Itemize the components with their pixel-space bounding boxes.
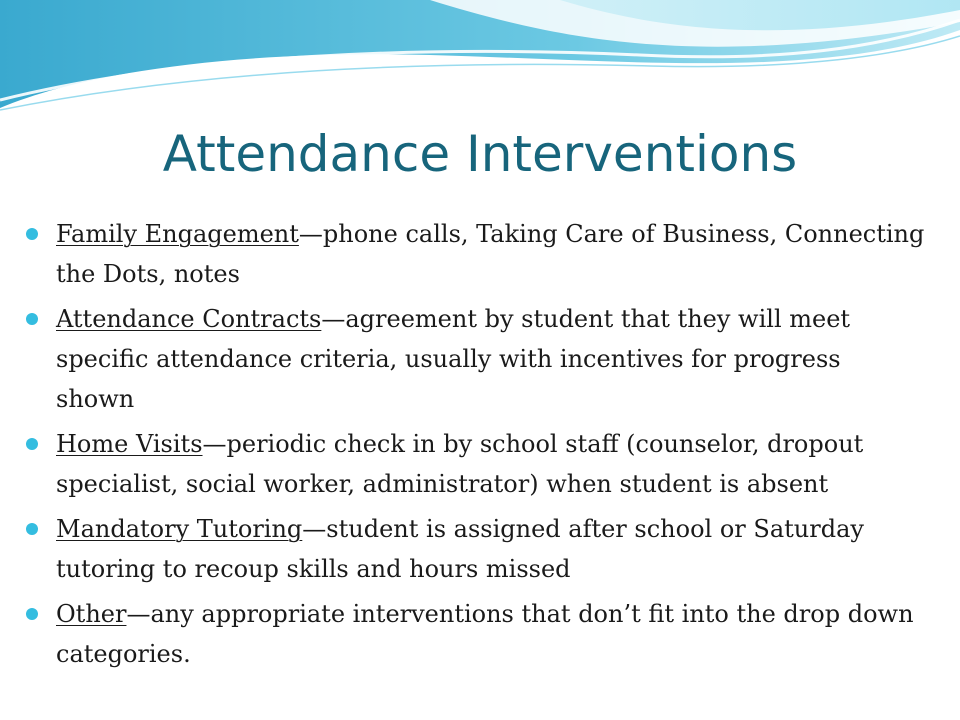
header-wave-decoration — [0, 0, 960, 120]
bullet-term: Mandatory Tutoring — [56, 515, 303, 543]
bullet-dot-icon — [26, 523, 38, 535]
bullet-term: Other — [56, 600, 127, 628]
bullet-item — [56, 424, 926, 504]
slide-title: Attendance Interventions — [162, 125, 798, 183]
bullet-text: —student is assigned after school or Saturday tutoring to recoup skills and hours missed — [56, 515, 864, 583]
bullet-text: —any appropriate interventions that don’t fit into the drop down categories. — [56, 600, 914, 668]
bullet-text: —phone calls, Taking Care of Business, Connecting the Dots, notes — [56, 220, 925, 288]
bullet-item — [56, 299, 926, 419]
bullet-dot-icon — [26, 608, 38, 620]
bullet-term: Attendance Contracts — [56, 305, 322, 333]
bullet-item — [56, 509, 926, 589]
bullet-term: Home Visits — [56, 430, 203, 458]
bullet-dot-icon — [26, 438, 38, 450]
bullet-dot-icon — [26, 313, 38, 325]
bullet-term: Family Engagement — [56, 220, 299, 248]
bullet-text: —agreement by student that they will meet specific attendance criteria, usually with incentives for progress shown — [56, 305, 851, 413]
bullet-list — [56, 214, 926, 679]
bullet-dot-icon — [26, 228, 38, 240]
bullet-item — [56, 214, 926, 294]
bullet-text: —periodic check in by school staff (counselor, dropout specialist, social worker, administrator) when student is absent — [56, 430, 864, 498]
bullet-item — [56, 594, 926, 674]
